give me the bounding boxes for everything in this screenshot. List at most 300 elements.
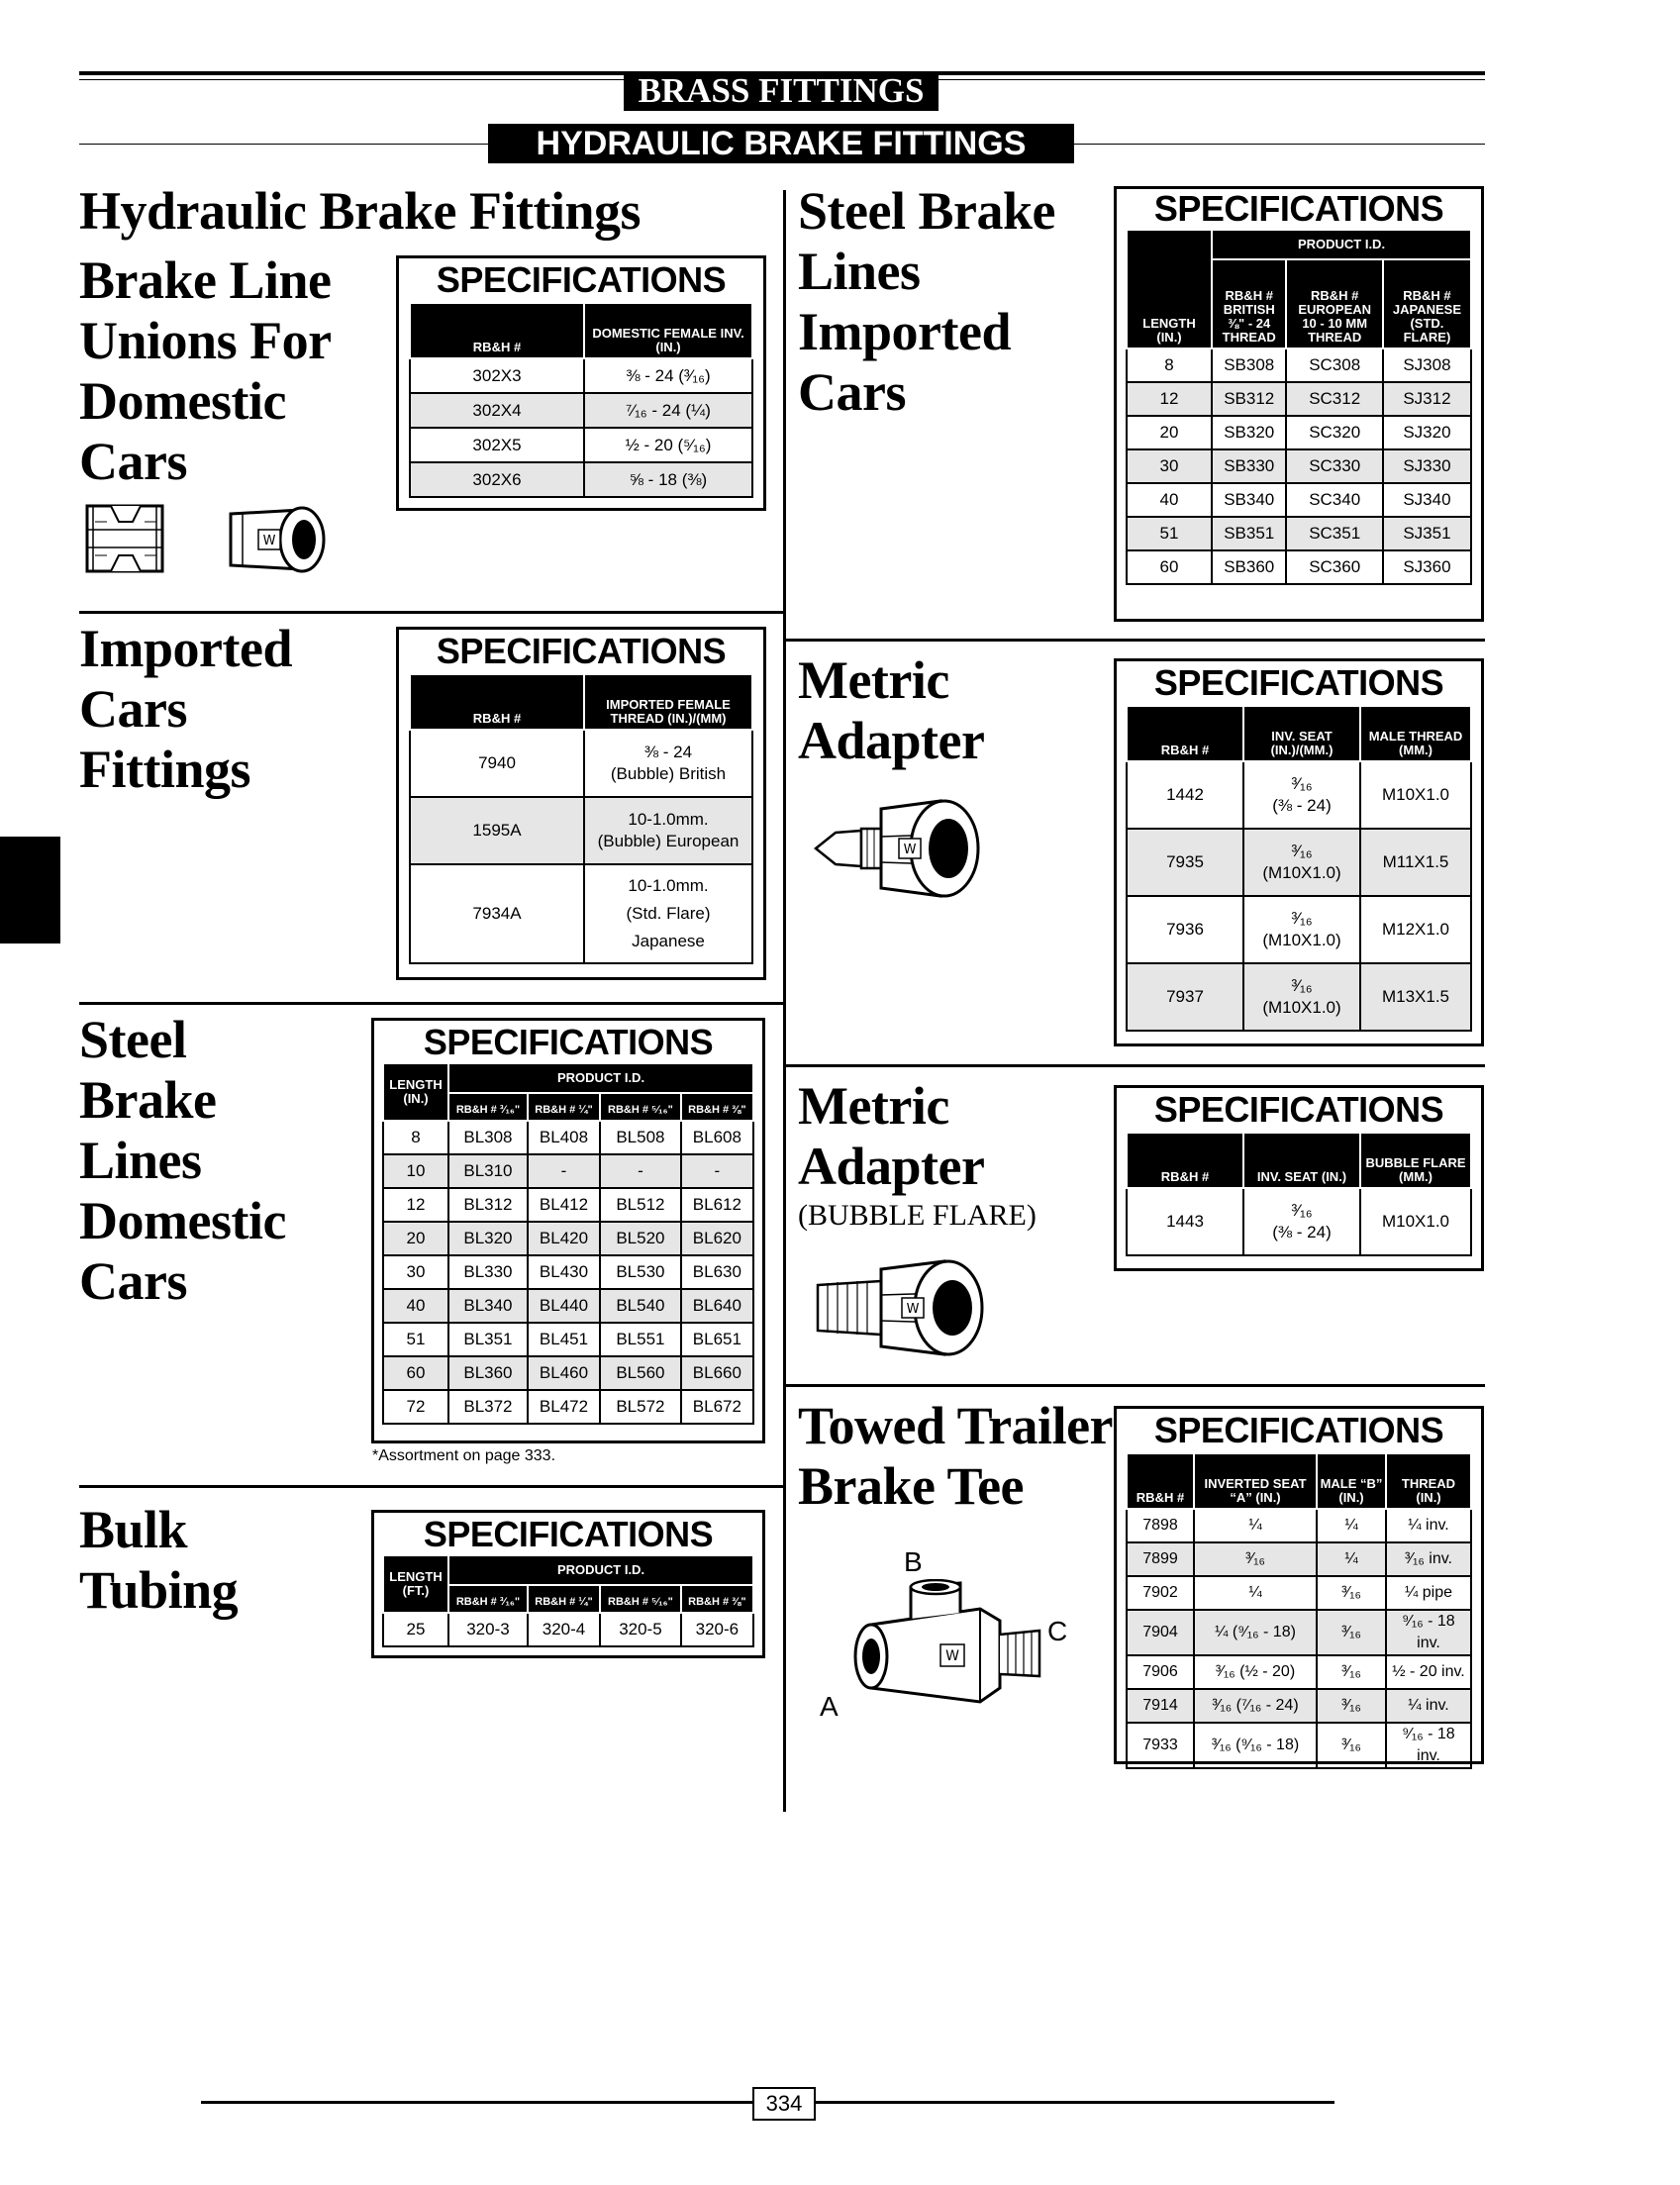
spec-title: SPECIFICATIONS	[436, 631, 727, 671]
divider-left-1	[79, 611, 783, 614]
table-row	[1127, 1723, 1471, 1768]
heading-line: Lines	[798, 242, 921, 301]
header-length: LENGTH (IN.)	[383, 1063, 448, 1121]
table-cell: 12	[383, 1188, 448, 1222]
divider-left-3	[79, 1485, 783, 1488]
svg-text:W: W	[262, 534, 276, 548]
table-cell: ³⁄₁₆	[1317, 1576, 1386, 1610]
heading-line: Steel Brake	[798, 181, 1055, 241]
table-cell	[1243, 1188, 1360, 1255]
table-cell: 302X4	[410, 393, 584, 428]
header-female: DOMESTIC FEMALE INV. (IN.)	[584, 303, 752, 358]
unions-table	[409, 302, 753, 498]
table-cell: SB320	[1212, 416, 1286, 449]
header-size: RB&H # ⁵⁄₁₆"	[600, 1093, 681, 1121]
table-cell: BL408	[528, 1121, 600, 1154]
bulk-spec-box	[371, 1510, 765, 1658]
table-row	[410, 730, 752, 797]
table-cell: BL420	[528, 1222, 600, 1255]
header-british: RB&H # BRITISH ⅜" - 24 THREAD	[1212, 259, 1286, 348]
table-cell: ¼	[1194, 1509, 1317, 1542]
table-cell: 10	[383, 1154, 448, 1188]
spec-title: SPECIFICATIONS	[1153, 1410, 1444, 1450]
header-thread: MALE THREAD (MM.)	[1360, 706, 1471, 761]
imported-title	[79, 619, 292, 800]
table-cell: 320-5	[600, 1613, 681, 1646]
table-cell: 7936	[1127, 896, 1243, 963]
spec-title: SPECIFICATIONS	[423, 1022, 714, 1062]
header-size: RB&H # ⁵⁄₁₆"	[600, 1585, 681, 1613]
spec-title: SPECIFICATIONS	[1153, 662, 1444, 703]
page-number: 334	[752, 2087, 816, 2121]
table-cell: BL640	[681, 1289, 753, 1323]
header-size: RB&H # ⅜"	[681, 1093, 753, 1121]
table-cell: SJ340	[1383, 483, 1471, 517]
table-cell: BL572	[600, 1390, 681, 1424]
banner-hydraulic: HYDRAULIC BRAKE FITTINGS	[488, 124, 1074, 163]
cell-line: (M10X1.0)	[1262, 863, 1341, 882]
table-cell: SJ308	[1383, 348, 1471, 382]
tee-label-c: C	[1047, 1616, 1068, 1646]
table-cell: -	[528, 1154, 600, 1188]
header-size: RB&H # ³⁄₁₆"	[448, 1093, 528, 1121]
table-row	[1127, 1689, 1471, 1723]
bulk-table	[382, 1554, 754, 1647]
bulk-title	[79, 1500, 238, 1621]
trailer-tee-title	[798, 1396, 1113, 1517]
table-cell: 302X5	[410, 428, 584, 462]
table-row	[383, 1323, 753, 1356]
table-cell	[1243, 963, 1360, 1031]
table-cell: 7940	[410, 730, 584, 797]
table-cell: M12X1.0	[1360, 896, 1471, 963]
table-cell: 7899	[1127, 1542, 1194, 1576]
table-cell: ¼ inv.	[1386, 1509, 1471, 1542]
table-cell: BL630	[681, 1255, 753, 1289]
header-inverted-seat: INVERTED SEAT “A” (IN.)	[1194, 1453, 1317, 1509]
heading-line: Brake Tee	[798, 1456, 1025, 1516]
table-row	[383, 1613, 753, 1646]
table-cell: SJ330	[1383, 449, 1471, 483]
table-cell: 7904	[1127, 1610, 1194, 1655]
header-thread: THREAD (IN.)	[1386, 1453, 1471, 1509]
table-cell: M10X1.0	[1360, 1188, 1471, 1255]
header-size: RB&H # ¼"	[528, 1585, 600, 1613]
cell-line: (Bubble) British	[610, 764, 727, 783]
heading-line: Brake	[79, 1070, 217, 1130]
table-cell: ½ - 20 (⁵⁄₁₆)	[584, 428, 752, 462]
table-row	[383, 1289, 753, 1323]
table-cell: BL351	[448, 1323, 528, 1356]
table-cell: 7898	[1127, 1509, 1194, 1542]
table-cell: 20	[383, 1222, 448, 1255]
header-male: MALE “B” (IN.)	[1317, 1453, 1386, 1509]
table-row	[1127, 963, 1471, 1031]
table-cell: -	[600, 1154, 681, 1188]
table-cell: 302X6	[410, 462, 584, 497]
table-cell	[584, 730, 752, 797]
header-size: RB&H # ⅜"	[681, 1585, 753, 1613]
table-cell: 40	[1127, 483, 1212, 517]
table-cell: BL508	[600, 1121, 681, 1154]
table-cell: 7933	[1127, 1723, 1194, 1768]
heading-line: Cars	[798, 362, 906, 422]
steel-imported-spec-box	[1114, 186, 1484, 622]
table-cell: ⁹⁄₁₆ - 18 inv.	[1386, 1723, 1471, 1768]
header-size: RB&H # ¼"	[528, 1093, 600, 1121]
table-row	[383, 1390, 753, 1424]
table-cell: BL440	[528, 1289, 600, 1323]
heading-line: Domestic	[79, 371, 286, 431]
table-cell: 7906	[1127, 1655, 1194, 1689]
table-cell: BL620	[681, 1222, 753, 1255]
header-flare: BUBBLE FLARE (MM.)	[1360, 1133, 1471, 1188]
heading-line: Metric	[798, 650, 949, 710]
svg-text:W: W	[906, 1302, 920, 1317]
header-european: RB&H # EUROPEAN 10 - 10 MM THREAD	[1286, 259, 1382, 348]
column-divider	[783, 190, 786, 1812]
table-row	[1127, 1610, 1471, 1655]
table-row	[410, 864, 752, 963]
table-row	[383, 1121, 753, 1154]
table-cell: BL672	[681, 1390, 753, 1424]
header-product-id: PRODUCT I.D.	[448, 1063, 753, 1093]
table-row	[383, 1154, 753, 1188]
table-cell: BL430	[528, 1255, 600, 1289]
tee-table	[1126, 1452, 1472, 1769]
spec-title: SPECIFICATIONS	[1153, 1089, 1444, 1130]
table-cell: BL320	[448, 1222, 528, 1255]
steel-domestic-spec-box	[371, 1018, 765, 1443]
bubble-adapter-illustration	[812, 1247, 1000, 1366]
table-cell: 72	[383, 1390, 448, 1424]
table-row	[410, 358, 752, 393]
union-nut-illustration	[223, 500, 332, 579]
table-row	[410, 428, 752, 462]
table-cell: SB308	[1212, 348, 1286, 382]
table-row	[1127, 1655, 1471, 1689]
divider-right-1	[786, 639, 1485, 642]
table-cell: 302X3	[410, 358, 584, 393]
table-cell: BL372	[448, 1390, 528, 1424]
table-cell: ⅝ - 18 (⅜)	[584, 462, 752, 497]
cell-line: (Std. Flare)	[626, 904, 711, 923]
table-row	[1127, 761, 1471, 829]
table-row	[1127, 550, 1471, 584]
heading-line: Fittings	[79, 740, 251, 799]
table-cell: ³⁄₁₆ (⁹⁄₁₆ - 18)	[1194, 1723, 1317, 1768]
header-seat: INV. SEAT (IN.)	[1243, 1133, 1360, 1188]
table-cell: ³⁄₁₆ (½ - 20)	[1194, 1655, 1317, 1689]
table-cell: 30	[1127, 449, 1212, 483]
header-length: LENGTH (FT.)	[383, 1555, 448, 1613]
table-cell: BL612	[681, 1188, 753, 1222]
metric-adapter-illustration	[812, 787, 996, 906]
table-cell: ¼ (⁹⁄₁₆ - 18)	[1194, 1610, 1317, 1655]
metric1-table	[1126, 705, 1472, 1032]
cell-line: ³⁄₁₆	[1291, 976, 1313, 995]
table-cell: ⁷⁄₁₆ - 24 (¼)	[584, 393, 752, 428]
header-part: RB&H #	[1127, 706, 1243, 761]
table-cell: M10X1.0	[1360, 761, 1471, 829]
table-cell: SC360	[1286, 550, 1382, 584]
metric2-table	[1126, 1132, 1472, 1256]
header-part: RB&H #	[1127, 1453, 1194, 1509]
table-cell: BL551	[600, 1323, 681, 1356]
table-cell: BL560	[600, 1356, 681, 1390]
table-cell: 51	[383, 1323, 448, 1356]
metric-adapter-title	[798, 650, 984, 771]
union-cutaway-illustration	[83, 500, 168, 579]
heading-line: Domestic	[79, 1191, 286, 1250]
table-row	[1127, 1509, 1471, 1542]
table-cell: 12	[1127, 382, 1212, 416]
table-cell: 8	[383, 1121, 448, 1154]
table-cell: 8	[1127, 348, 1212, 382]
table-row	[1127, 416, 1471, 449]
table-cell: 320-3	[448, 1613, 528, 1646]
table-cell: SB340	[1212, 483, 1286, 517]
tee-spec-box	[1114, 1406, 1484, 1764]
table-cell: SJ320	[1383, 416, 1471, 449]
divider-right-3	[786, 1384, 1485, 1387]
table-row	[1127, 449, 1471, 483]
table-cell: SJ351	[1383, 517, 1471, 550]
table-cell: SB360	[1212, 550, 1286, 584]
table-cell: SJ360	[1383, 550, 1471, 584]
header-japanese: RB&H # JAPANESE (STD. FLARE)	[1383, 259, 1471, 348]
table-cell: BL540	[600, 1289, 681, 1323]
table-cell: SC320	[1286, 416, 1382, 449]
table-cell: BL512	[600, 1188, 681, 1222]
spec-title: SPECIFICATIONS	[1153, 188, 1444, 229]
table-cell: SC308	[1286, 348, 1382, 382]
table-cell: BL340	[448, 1289, 528, 1323]
cell-line: (⅜ - 24)	[1272, 796, 1332, 815]
table-cell: ³⁄₁₆ (⁷⁄₁₆ - 24)	[1194, 1689, 1317, 1723]
heading-line: Adapter	[798, 1137, 985, 1196]
table-cell: 30	[383, 1255, 448, 1289]
cell-line: (M10X1.0)	[1262, 998, 1341, 1017]
table-cell: SC312	[1286, 382, 1382, 416]
table-cell: BL660	[681, 1356, 753, 1390]
table-row	[1127, 517, 1471, 550]
metric2-spec-box	[1114, 1085, 1484, 1271]
table-row	[1127, 348, 1471, 382]
table-cell: 7934A	[410, 864, 584, 963]
table-row	[383, 1222, 753, 1255]
table-cell: ³⁄₁₆	[1317, 1689, 1386, 1723]
header-product-id: PRODUCT I.D.	[1212, 230, 1471, 259]
table-cell: 7902	[1127, 1576, 1194, 1610]
table-cell	[1243, 829, 1360, 896]
divider-left-2	[79, 1002, 783, 1005]
table-row	[1127, 382, 1471, 416]
cell-line: 10-1.0mm.	[628, 810, 709, 829]
header-part: RB&H #	[410, 303, 584, 358]
table-cell: 320-4	[528, 1613, 600, 1646]
table-row	[383, 1188, 753, 1222]
table-cell: 60	[383, 1356, 448, 1390]
table-cell: SC340	[1286, 483, 1382, 517]
tee-label-a: A	[820, 1691, 839, 1722]
table-cell: ⅜ - 24 (³⁄₁₆)	[584, 358, 752, 393]
cell-line: Japanese	[632, 932, 705, 950]
table-cell: BL451	[528, 1323, 600, 1356]
cell-line: ³⁄₁₆	[1291, 842, 1313, 860]
table-cell: SC330	[1286, 449, 1382, 483]
heading-line: Imported	[79, 619, 292, 678]
table-cell: 1595A	[410, 797, 584, 864]
header-part: RB&H #	[1127, 1133, 1243, 1188]
bubble-flare-subtitle: (BUBBLE FLARE)	[798, 1199, 1037, 1232]
table-cell: 20	[1127, 416, 1212, 449]
table-cell: ¼	[1317, 1509, 1386, 1542]
table-cell	[1243, 896, 1360, 963]
heading-line: Unions For	[79, 311, 332, 370]
table-row	[1127, 1188, 1471, 1255]
steel-imported-title	[798, 181, 1055, 423]
table-cell: -	[681, 1154, 753, 1188]
table-cell: BL310	[448, 1154, 528, 1188]
imported-table	[409, 673, 753, 964]
table-cell: ³⁄₁₆	[1317, 1610, 1386, 1655]
table-cell	[584, 797, 752, 864]
table-cell	[1243, 761, 1360, 829]
brake-tee-illustration	[832, 1579, 1059, 1728]
cell-line: ³⁄₁₆	[1291, 774, 1313, 793]
table-cell: 320-6	[681, 1613, 753, 1646]
header-seat: INV. SEAT (IN.)/(MM.)	[1243, 706, 1360, 761]
table-row	[410, 393, 752, 428]
cell-line: ³⁄₁₆	[1291, 909, 1313, 928]
cell-line: ³⁄₁₆	[1291, 1201, 1313, 1220]
table-cell: SB330	[1212, 449, 1286, 483]
table-cell: BL472	[528, 1390, 600, 1424]
heading-line: Cars	[79, 432, 187, 491]
table-cell: BL360	[448, 1356, 528, 1390]
heading-line: Brake Line	[79, 250, 332, 310]
table-cell: 1443	[1127, 1188, 1243, 1255]
table-cell: M13X1.5	[1360, 963, 1471, 1031]
table-row	[1127, 829, 1471, 896]
table-cell: 7935	[1127, 829, 1243, 896]
steel-domestic-title	[79, 1010, 286, 1312]
table-cell: BL608	[681, 1121, 753, 1154]
table-row	[383, 1255, 753, 1289]
table-cell: BL530	[600, 1255, 681, 1289]
unions-title	[79, 250, 332, 492]
heading-line: Imported	[798, 302, 1011, 361]
steel-imported-table	[1126, 229, 1472, 585]
heading-line: Steel	[79, 1010, 187, 1069]
svg-text:W: W	[945, 1648, 959, 1664]
table-cell: SC351	[1286, 517, 1382, 550]
table-cell: 7937	[1127, 963, 1243, 1031]
cell-line: (⅜ - 24)	[1272, 1223, 1332, 1241]
table-cell: BL651	[681, 1323, 753, 1356]
header-length: LENGTH (IN.)	[1127, 230, 1212, 348]
steel-domestic-table	[382, 1062, 754, 1425]
spec-title: SPECIFICATIONS	[423, 1514, 714, 1554]
heading-line: Lines	[79, 1131, 202, 1190]
cell-line: 10-1.0mm.	[628, 876, 709, 895]
table-cell: BL308	[448, 1121, 528, 1154]
table-cell: 51	[1127, 517, 1212, 550]
table-cell	[584, 864, 752, 963]
table-cell: 7914	[1127, 1689, 1194, 1723]
table-cell: ¼ inv.	[1386, 1689, 1471, 1723]
table-cell: ³⁄₁₆ inv.	[1386, 1542, 1471, 1576]
table-cell: ½ - 20 inv.	[1386, 1655, 1471, 1689]
metric-adapter-bubble-title	[798, 1076, 984, 1197]
table-cell: 60	[1127, 550, 1212, 584]
imported-spec-box	[396, 627, 766, 980]
table-cell: M11X1.5	[1360, 829, 1471, 896]
table-cell: ³⁄₁₆	[1194, 1542, 1317, 1576]
table-cell: 40	[383, 1289, 448, 1323]
heading-line: Cars	[79, 679, 187, 739]
svg-text:W: W	[903, 843, 917, 857]
table-row	[1127, 483, 1471, 517]
table-cell: ⁹⁄₁₆ - 18 inv.	[1386, 1610, 1471, 1655]
table-cell: SB351	[1212, 517, 1286, 550]
cell-line: (Bubble) European	[597, 832, 740, 850]
heading-line: Adapter	[798, 711, 985, 770]
heading-line: Bulk	[79, 1500, 188, 1559]
banner-brass-fittings: BRASS FITTINGS	[624, 71, 939, 111]
table-cell: ³⁄₁₆	[1317, 1655, 1386, 1689]
heading-line: Towed Trailer	[798, 1396, 1114, 1455]
header-product-id: PRODUCT I.D.	[448, 1555, 753, 1585]
table-cell: ¼ pipe	[1386, 1576, 1471, 1610]
cell-line: ⅜ - 24	[643, 743, 693, 761]
table-row	[1127, 1542, 1471, 1576]
main-title: Hydraulic Brake Fittings	[79, 181, 641, 241]
header-part: RB&H #	[410, 674, 584, 730]
spec-title: SPECIFICATIONS	[436, 259, 727, 300]
heading-line: Metric	[798, 1076, 949, 1136]
header-size: RB&H # ³⁄₁₆"	[448, 1585, 528, 1613]
tee-label-b: B	[904, 1546, 923, 1577]
table-cell: BL312	[448, 1188, 528, 1222]
table-cell: ¼	[1194, 1576, 1317, 1610]
table-cell: BL460	[528, 1356, 600, 1390]
divider-right-2	[786, 1064, 1485, 1067]
heading-line: Tubing	[79, 1560, 239, 1620]
header-thread: IMPORTED FEMALE THREAD (IN.)/(MM)	[584, 674, 752, 730]
table-cell: ³⁄₁₆	[1317, 1723, 1386, 1768]
table-cell: 1442	[1127, 761, 1243, 829]
table-cell: SJ312	[1383, 382, 1471, 416]
table-cell: 25	[383, 1613, 448, 1646]
table-row	[410, 462, 752, 497]
unions-spec-box	[396, 255, 766, 511]
cell-line: (M10X1.0)	[1262, 931, 1341, 949]
table-cell: SB312	[1212, 382, 1286, 416]
assortment-note: *Assortment on page 333.	[372, 1447, 556, 1464]
table-cell: ¼	[1317, 1542, 1386, 1576]
metric1-spec-box	[1114, 658, 1484, 1046]
table-cell: BL520	[600, 1222, 681, 1255]
table-row	[1127, 896, 1471, 963]
table-cell: BL330	[448, 1255, 528, 1289]
table-cell: BL412	[528, 1188, 600, 1222]
table-row	[1127, 1576, 1471, 1610]
table-row	[410, 797, 752, 864]
table-row	[383, 1356, 753, 1390]
heading-line: Cars	[79, 1251, 187, 1311]
